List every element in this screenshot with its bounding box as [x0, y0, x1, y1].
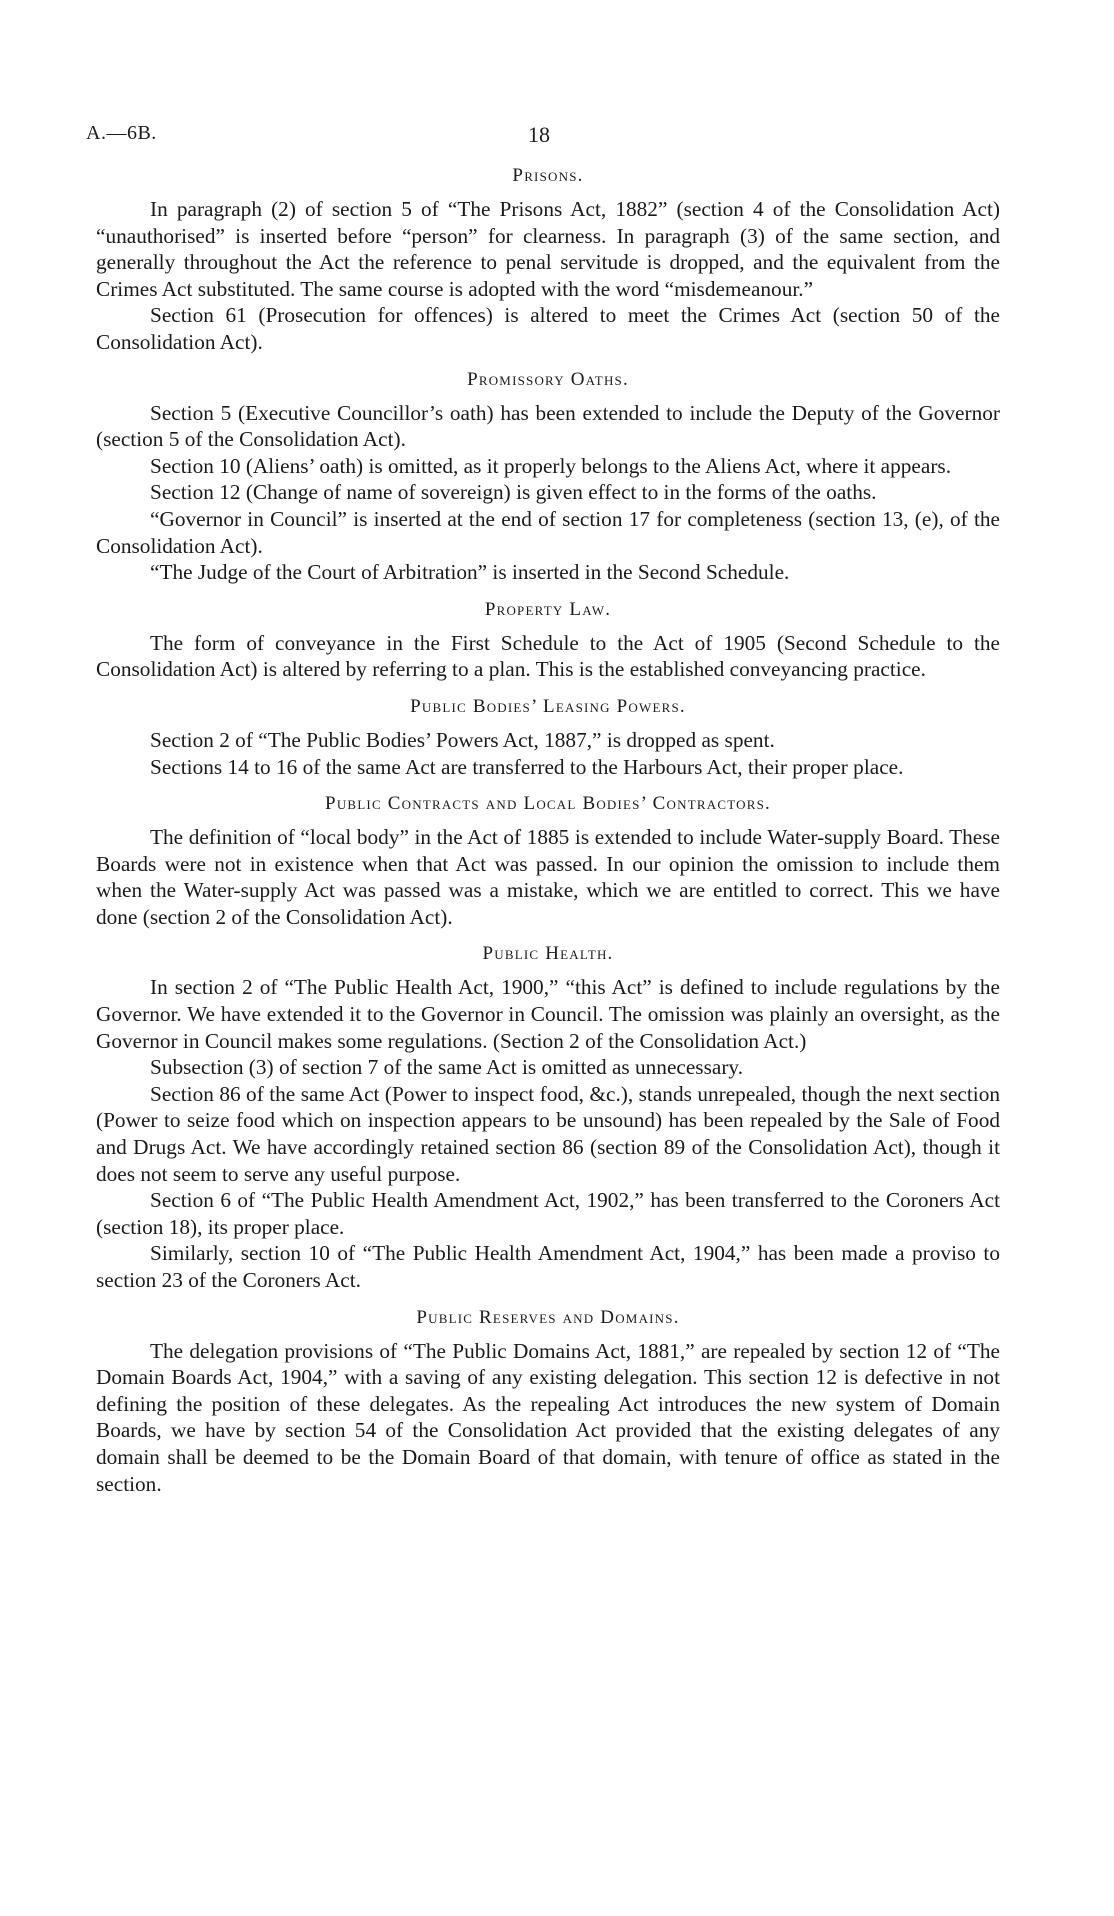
paragraph: The delegation provisions of “The Public Domains Act, 1881,” are repealed by section 12 of “The Domain Boards Act, 1904,” with a saving of any existing delegation. This section 12 is defective in not defining the position of these delegates. As the repealing Act introduces the new system of Domain Boards, we have by section 54 of the Consolidation Act provided that the existing delegates of any domain shall be deemed to be the Domain Board of that domain, with tenure of office as stated in the section.	[96, 1338, 1000, 1496]
paragraph: The form of conveyance in the First Schedule to the Act of 1905 (Second Schedule to the Consolidation Act) is altered by referring to a plan. This is the established conveyancing practice.	[96, 630, 1000, 682]
paragraph: Section 10 (Aliens’ oath) is omitted, as it properly belongs to the Aliens Act, where it appears.	[150, 453, 952, 478]
section-heading: Public Contracts and Local Bodies’ Contractors.	[325, 793, 771, 815]
paragraph: Section 86 of the same Act (Power to inspect food, &c.), stands unrepealed, though the next section (Power to seize food which on inspection appears to be unsound) has been repealed by the Sale of Food and Drugs Act. We have accordingly retained section 86 (section 89 of the Consolidation Act), though it does not seem to serve any useful purpose.	[96, 1081, 1000, 1186]
paragraph: In section 2 of “The Public Health Act, 1900,” “this Act” is defined to include regulations by the Governor. We have extended it to the Governor in Council. The omission was plainly an oversight, as the Governor in Council makes some regulations. (Section 2 of the Consolidation Act.)	[96, 975, 1000, 1053]
paragraph: Section 6 of “The Public Health Amendment Act, 1902,” has been transferred to the Coroners Act (section 18), its proper place.	[96, 1188, 1000, 1239]
paragraph: Subsection (3) of section 7 of the same Act is omitted as unnecessary.	[150, 1055, 744, 1080]
paragraph: The definition of “local body” in the Act of 1885 is extended to include Water-supply Board. These Boards were not in existence when that Act was passed. In our opinion the omission to include them when the Water-supply Act was passed was a mistake, which we are entitled to correct. This we have done (section 2 of the Consolidation Act).	[96, 825, 1000, 929]
document-reference: A.—6B.	[86, 122, 157, 144]
section-heading: Public Bodies’ Leasing Powers.	[410, 695, 686, 717]
paragraph: In paragraph (2) of section 5 of “The Prisons Act, 1882” (section 4 of the Consolidation Act) “unauthorised” is inserted before “person” for clearness. In paragraph (3) of the same section, and generally throughout the Act the reference to penal servitude is dropped, and the equivalent from the Crimes Act substituted. The same course is adopted with the word “misdemeanour.”	[96, 197, 1000, 301]
section-public-bodies-leasing-powers	[96, 695, 1000, 780]
section-public-reserves-and-domains	[96, 1306, 1000, 1498]
section-public-contracts	[96, 792, 1000, 930]
paragraph: Similarly, section 10 of “The Public Health Amendment Act, 1904,” has been made a proviso to section 23 of the Coroners Act.	[96, 1241, 1000, 1292]
section-promissory-oaths	[96, 368, 1000, 586]
paragraph: Section 12 (Change of name of sovereign) is given effect to in the forms of the oaths.	[150, 480, 877, 505]
paragraph: “The Judge of the Court of Arbitration” is inserted in the Second Schedule.	[150, 560, 790, 585]
paragraph: Sections 14 to 16 of the same Act are transferred to the Harbours Act, their proper place.	[150, 754, 904, 779]
page-number: 18	[528, 122, 550, 147]
section-public-health	[96, 942, 1000, 1293]
paragraph: “Governor in Council” is inserted at the end of section 17 for completeness (section 13, (e), of the Consolidation Act).	[96, 506, 1000, 558]
paragraph: Section 5 (Executive Councillor’s oath) has been extended to include the Deputy of the Governor (section 5 of the Consolidation Act).	[96, 400, 1000, 452]
document-body	[96, 164, 1000, 1509]
section-heading: Property Law.	[484, 598, 612, 620]
section-heading: Prisons.	[512, 165, 584, 186]
paragraph: Section 61 (Prosecution for offences) is altered to meet the Crimes Act (section 50 of the Consolidation Act).	[96, 303, 1000, 354]
section-property-law	[96, 598, 1000, 683]
section-heading: Public Reserves and Domains.	[416, 1306, 680, 1328]
section-heading: Public Health.	[482, 943, 614, 965]
section-prisons	[96, 164, 1000, 356]
paragraph: Section 2 of “The Public Bodies’ Powers Act, 1887,” is dropped as spent.	[150, 727, 775, 752]
section-heading: Promissory Oaths.	[467, 368, 629, 390]
